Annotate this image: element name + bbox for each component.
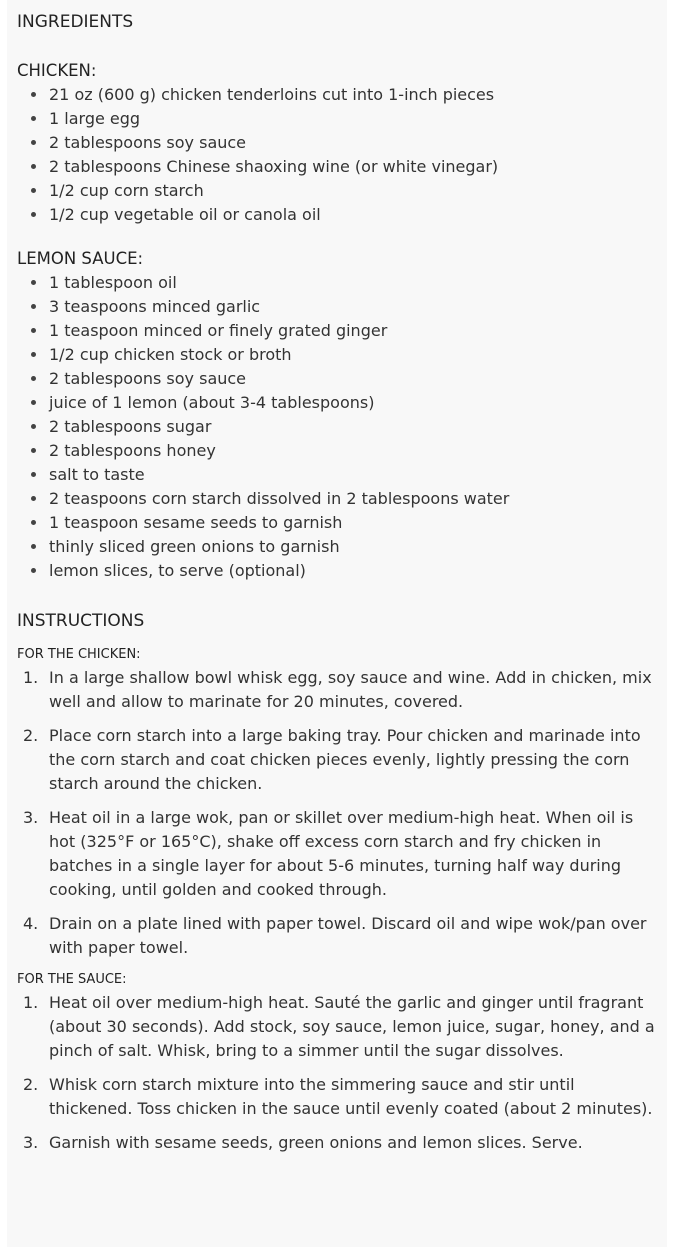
instructions-heading: INSTRUCTIONS xyxy=(17,611,145,631)
step-item xyxy=(17,1131,667,1155)
step-number: 3. xyxy=(23,1133,39,1152)
step-text: Place corn starch into a large baking tray. Pour chicken and marinade into the corn starch and coat chicken pieces evenly, lightly pressing the corn starch around the chicken. xyxy=(49,726,641,793)
list-item: 1/2 cup corn starch xyxy=(17,179,667,203)
step-item xyxy=(17,991,667,1063)
list-item: 1 large egg xyxy=(17,107,667,131)
list-item: 1/2 cup chicken stock or broth xyxy=(17,343,667,367)
chicken-heading: CHICKEN: xyxy=(17,61,97,80)
step-text: In a large shallow bowl whisk egg, soy sauce and wine. Add in chicken, mix well and allow to marinate for 20 minutes, covered. xyxy=(49,668,652,711)
list-item: 3 teaspoons minced garlic xyxy=(17,295,667,319)
chicken-steps-list xyxy=(17,666,667,960)
ingredients-heading: INGREDIENTS xyxy=(17,12,134,32)
list-item: thinly sliced green onions to garnish xyxy=(17,535,667,559)
step-item xyxy=(17,1073,667,1121)
step-text: Garnish with sesame seeds, green onions and lemon slices. Serve. xyxy=(49,1133,583,1152)
step-text: Heat oil over medium-high heat. Sauté the garlic and ginger until fragrant (about 30 seconds). Add stock, soy sauce, lemon juice, sugar, honey, and a pinch of salt. Whisk, bring to a simmer until the sugar dissolves. xyxy=(49,993,655,1060)
list-item: 2 tablespoons sugar xyxy=(17,415,667,439)
step-number: 1. xyxy=(23,993,39,1012)
step-number: 2. xyxy=(23,726,39,745)
step-text: Heat oil in a large wok, pan or skillet over medium-high heat. When oil is hot (325°F or 165°C), shake off excess corn starch and fry chicken in batches in a single layer for about 5-6 minutes, turning half way during cooking, until golden and cooked through. xyxy=(49,808,634,899)
list-item: 2 tablespoons soy sauce xyxy=(17,367,667,391)
step-item xyxy=(17,724,667,796)
list-item: 1 tablespoon oil xyxy=(17,271,667,295)
list-item: 1 teaspoon minced or finely grated ginger xyxy=(17,319,667,343)
lemon-sauce-heading: LEMON SAUCE: xyxy=(17,249,144,268)
step-text: Drain on a plate lined with paper towel. Discard oil and wipe wok/pan over with paper towel. xyxy=(49,914,647,957)
sauce-steps-list xyxy=(17,991,667,1155)
step-item xyxy=(17,666,667,714)
list-item: 1/2 cup vegetable oil or canola oil xyxy=(17,203,667,227)
recipe-card xyxy=(7,0,667,1247)
step-text: Whisk corn starch mixture into the simmering sauce and stir until thickened. Toss chicken in the sauce until evenly coated (about 2 minutes). xyxy=(49,1075,653,1118)
lemon-sauce-ingredient-list xyxy=(17,271,667,583)
step-number: 3. xyxy=(23,808,39,827)
step-item xyxy=(17,806,667,902)
list-item: 2 tablespoons soy sauce xyxy=(17,131,667,155)
list-item: 21 oz (600 g) chicken tenderloins cut into 1-inch pieces xyxy=(17,83,667,107)
list-item: 2 teaspoons corn starch dissolved in 2 tablespoons water xyxy=(17,487,667,511)
list-item: 1 teaspoon sesame seeds to garnish xyxy=(17,511,667,535)
step-number: 2. xyxy=(23,1075,39,1094)
for-chicken-subheading: FOR THE CHICKEN: xyxy=(17,647,141,662)
chicken-ingredient-list xyxy=(17,83,667,227)
list-item: lemon slices, to serve (optional) xyxy=(17,559,667,583)
list-item: salt to taste xyxy=(17,463,667,487)
step-item xyxy=(17,912,667,960)
step-number: 1. xyxy=(23,668,39,687)
list-item: 2 tablespoons Chinese shaoxing wine (or white vinegar) xyxy=(17,155,667,179)
for-sauce-subheading: FOR THE SAUCE: xyxy=(17,972,127,987)
list-item: juice of 1 lemon (about 3-4 tablespoons) xyxy=(17,391,667,415)
list-item: 2 tablespoons honey xyxy=(17,439,667,463)
step-number: 4. xyxy=(23,914,39,933)
